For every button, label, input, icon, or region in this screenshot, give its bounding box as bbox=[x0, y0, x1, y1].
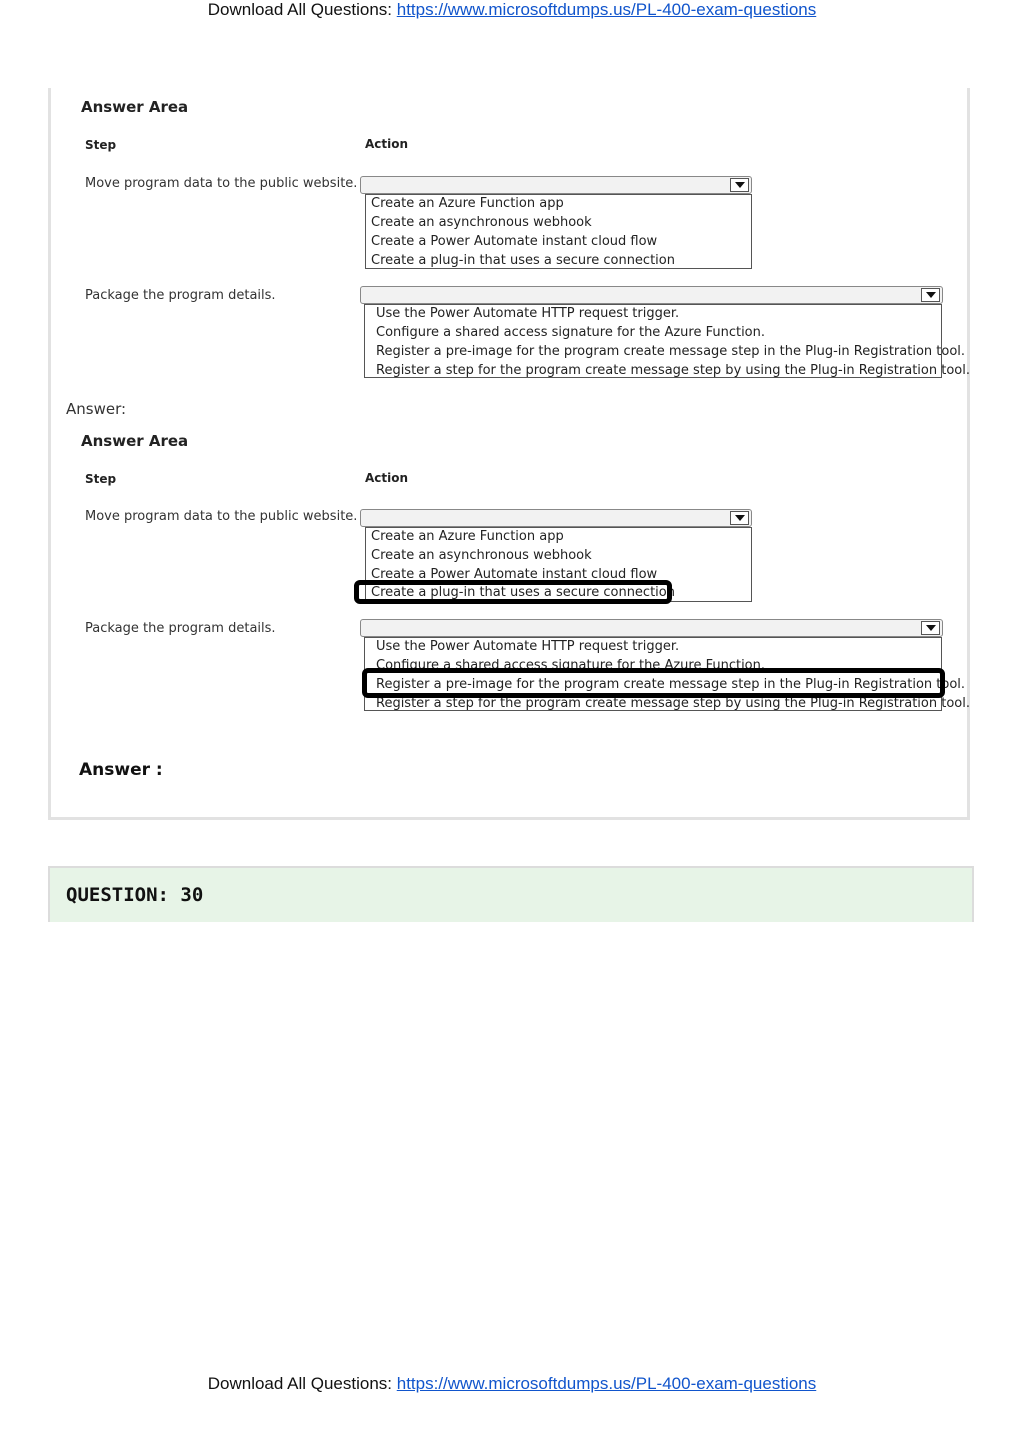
answer-action-header: Action bbox=[365, 471, 409, 485]
answer-dropdown-2[interactable] bbox=[360, 619, 943, 637]
selected-answer-highlight bbox=[362, 668, 945, 698]
question-options-1 bbox=[365, 194, 752, 269]
chevron-down-icon[interactable] bbox=[921, 621, 940, 635]
question-step-1: Move program data to the public website. bbox=[85, 176, 358, 191]
question-dropdown-1[interactable] bbox=[360, 176, 752, 194]
option[interactable]: Use the Power Automate HTTP request trigger. bbox=[376, 306, 680, 321]
chevron-down-icon[interactable] bbox=[921, 288, 940, 302]
option[interactable]: Configure a shared access signature for the Azure Function. bbox=[376, 658, 766, 673]
option[interactable]: Use the Power Automate HTTP request trigger. bbox=[376, 639, 680, 654]
answer-area-title: Answer Area bbox=[81, 432, 189, 450]
option[interactable]: Create a Power Automate instant cloud flow bbox=[371, 567, 658, 582]
option[interactable]: Create an Azure Function app bbox=[371, 529, 564, 544]
answer-bold-label: Answer : bbox=[79, 760, 163, 780]
option[interactable]: Create an asynchronous webhook bbox=[371, 548, 592, 563]
answer-dropdown-1[interactable] bbox=[360, 509, 752, 527]
option[interactable]: Create an Azure Function app bbox=[371, 196, 564, 211]
option[interactable]: Register a step for the program create message step by using the Plug-in Registration tool. bbox=[376, 696, 970, 711]
answer-step-2: Package the program details. bbox=[85, 621, 276, 636]
option-selected[interactable]: Register a pre-image for the program create message step in the Plug-in Registration tool. bbox=[376, 677, 966, 692]
option[interactable]: Create a Power Automate instant cloud flow bbox=[371, 234, 658, 249]
chevron-down-icon[interactable] bbox=[730, 178, 749, 192]
answer-step-1: Move program data to the public website. bbox=[85, 509, 358, 524]
option[interactable]: Register a pre-image for the program create message step in the Plug-in Registration tool. bbox=[376, 344, 966, 359]
question-action-header: Action bbox=[365, 137, 409, 151]
option[interactable]: Register a step for the program create message step by using the Plug-in Registration tool. bbox=[376, 363, 970, 378]
answer-step-header: Step bbox=[85, 472, 117, 486]
option-selected[interactable]: Create a plug-in that uses a secure connection bbox=[371, 585, 675, 600]
question-step-header: Step bbox=[85, 138, 117, 152]
option[interactable]: Create an asynchronous webhook bbox=[371, 215, 592, 230]
question-dropdown-2[interactable] bbox=[360, 286, 943, 304]
footer-prefix: Download All Questions: bbox=[207, 1374, 397, 1393]
selected-answer-highlight bbox=[354, 580, 672, 604]
question-options-2 bbox=[364, 304, 970, 378]
chevron-down-icon[interactable] bbox=[730, 511, 749, 525]
question-step-2: Package the program details. bbox=[85, 288, 276, 303]
question-header-bar bbox=[48, 866, 974, 922]
answer-label: Answer: bbox=[66, 400, 127, 418]
option[interactable]: Create a plug-in that uses a secure connection bbox=[371, 253, 675, 268]
question-area-title: Answer Area bbox=[81, 98, 189, 116]
footer-download-line bbox=[0, 1374, 1024, 1394]
option[interactable]: Configure a shared access signature for the Azure Function. bbox=[376, 325, 766, 340]
footer-download-link[interactable]: https://www.microsoftdumps.us/PL-400-exam-questions bbox=[396, 1374, 817, 1393]
header-prefix: Download All Questions: bbox=[207, 0, 397, 19]
header-download-link[interactable]: https://www.microsoftdumps.us/PL-400-exam-questions bbox=[396, 0, 817, 19]
header-download-line bbox=[0, 0, 1024, 20]
question-number: QUESTION: 30 bbox=[66, 884, 204, 906]
